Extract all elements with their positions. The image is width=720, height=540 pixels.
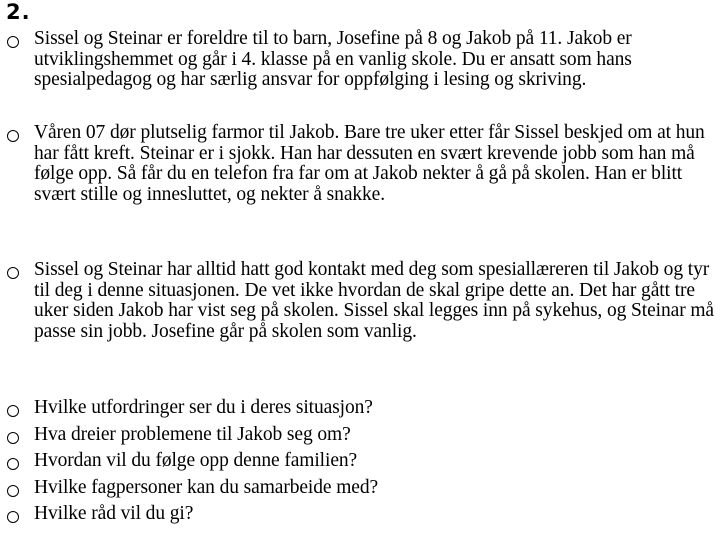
bullet-text: Hva dreier problemene til Jakob seg om? [34,424,351,445]
bullet-text: Hvilke utfordringer ser du i deres situasjon? [34,397,373,418]
circle-bullet-icon [7,432,19,444]
circle-bullet-icon [7,36,19,48]
circle-bullet-icon [7,130,19,142]
bullet-text: Hvilke råd vil du gi? [34,503,194,524]
circle-bullet-icon [7,458,19,470]
circle-bullet-icon [7,485,19,497]
slide-number: 2. [6,0,31,24]
bullet-text: Hvordan vil du følge opp denne familien? [34,450,358,471]
bullet-text: Hvilke fagpersoner kan du samarbeide med? [34,477,379,498]
bullet-text: Sissel og Steinar har alltid hatt god kontakt med deg som spesiallæreren til Jakob og tyr til deg i denne situasjonen. De vet ikke hvordan de skal gripe dette an. Det har gått tre uker siden Jakob har vist seg på skolen. Sissel skal legges inn på sykehus, og Steinar må passe sin jobb. Josefine går på skolen som vanlig. [34,259,714,342]
circle-bullet-icon [7,405,19,417]
bullet-text: Våren 07 dør plutselig farmor til Jakob. Bare tre uker etter får Sissel beskjed om at hun har fått kreft. Steinar er i sjokk. Han har dessuten en svært krevende jobb som han må følge opp. Så får du en telefon fra far om at Jakob nekter å gå på skolen. Han er blitt svært stille og innesluttet, og nekter å snakke. [34,122,705,205]
circle-bullet-icon [7,267,19,279]
circle-bullet-icon [7,511,19,523]
bullet-text: Sissel og Steinar er foreldre til to barn, Josefine på 8 og Jakob på 11. Jakob er utviklingshemmet og går i 4. klasse på en vanlig skole. Du er ansatt som hans spesialpedagog og har særlig ansvar for oppfølging i lesing og skriving. [34,28,632,90]
